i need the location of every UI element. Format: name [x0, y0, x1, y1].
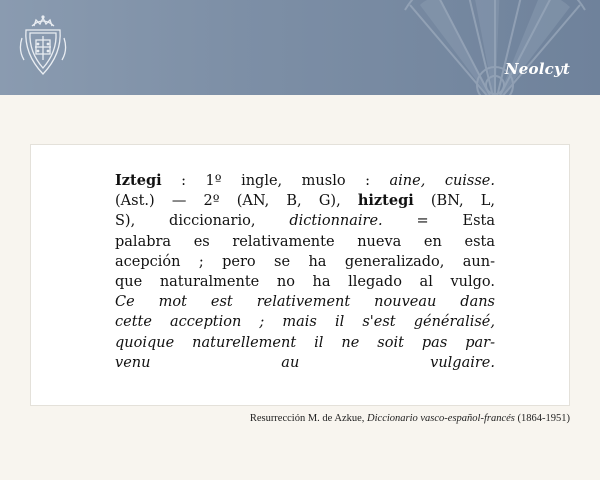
- entry-french-text: quoique naturellement il ne soit pas par-: [115, 334, 495, 351]
- entry-french-text: Ce mot est relativement nouveau dans: [115, 294, 495, 311]
- entry-line: [115, 272, 495, 292]
- entry-text: palabra es relativamente nueva en esta: [115, 233, 495, 250]
- entry-line: [115, 232, 495, 252]
- dictionary-scan-card: [30, 144, 570, 406]
- entry-line: [115, 312, 495, 332]
- image-caption: [250, 413, 570, 424]
- entry-text: (BN, L,: [413, 193, 495, 210]
- header-banner: [0, 0, 600, 95]
- entry-text: (Ast.) — 2º (AN, B, G),: [115, 193, 358, 210]
- entry-line: [115, 252, 495, 272]
- caption-years: (1864-1951): [514, 413, 570, 424]
- entry-french-text: venu au vulgaire.: [115, 354, 495, 371]
- coat-of-arms-icon: [18, 14, 68, 80]
- dictionary-entry: [115, 171, 495, 373]
- entry-line: [115, 171, 495, 191]
- entry-french-text: cette acception ; mais il s'est généralisé,: [115, 314, 495, 331]
- entry-headword: hiztegi: [357, 192, 414, 210]
- entry-french-text: dictionnaire.: [289, 213, 383, 230]
- entry-text: acepción ; pero se ha generalizado, aun-: [115, 253, 495, 270]
- entry-text: S), diccionario,: [115, 213, 290, 230]
- entry-text: : 1º ingle, muslo :: [161, 173, 390, 189]
- caption-author: Resurrección M. de Azkue,: [249, 413, 368, 424]
- caption-title: Diccionario vasco-español-francés: [367, 413, 515, 424]
- entry-headword: Iztegi: [115, 172, 162, 189]
- entry-text: = Esta: [382, 213, 495, 230]
- site-brand[interactable]: Neolcyt: [504, 60, 570, 78]
- entry-line: [115, 353, 495, 373]
- entry-line: [115, 211, 495, 231]
- entry-text: que naturalmente no ha llegado al vulgo.: [115, 274, 495, 291]
- entry-line: [115, 292, 495, 312]
- entry-line: [115, 333, 495, 353]
- entry-line: [115, 191, 495, 211]
- entry-french-text: aine, cuisse.: [389, 173, 495, 189]
- shell-ornament-icon: [380, 0, 600, 95]
